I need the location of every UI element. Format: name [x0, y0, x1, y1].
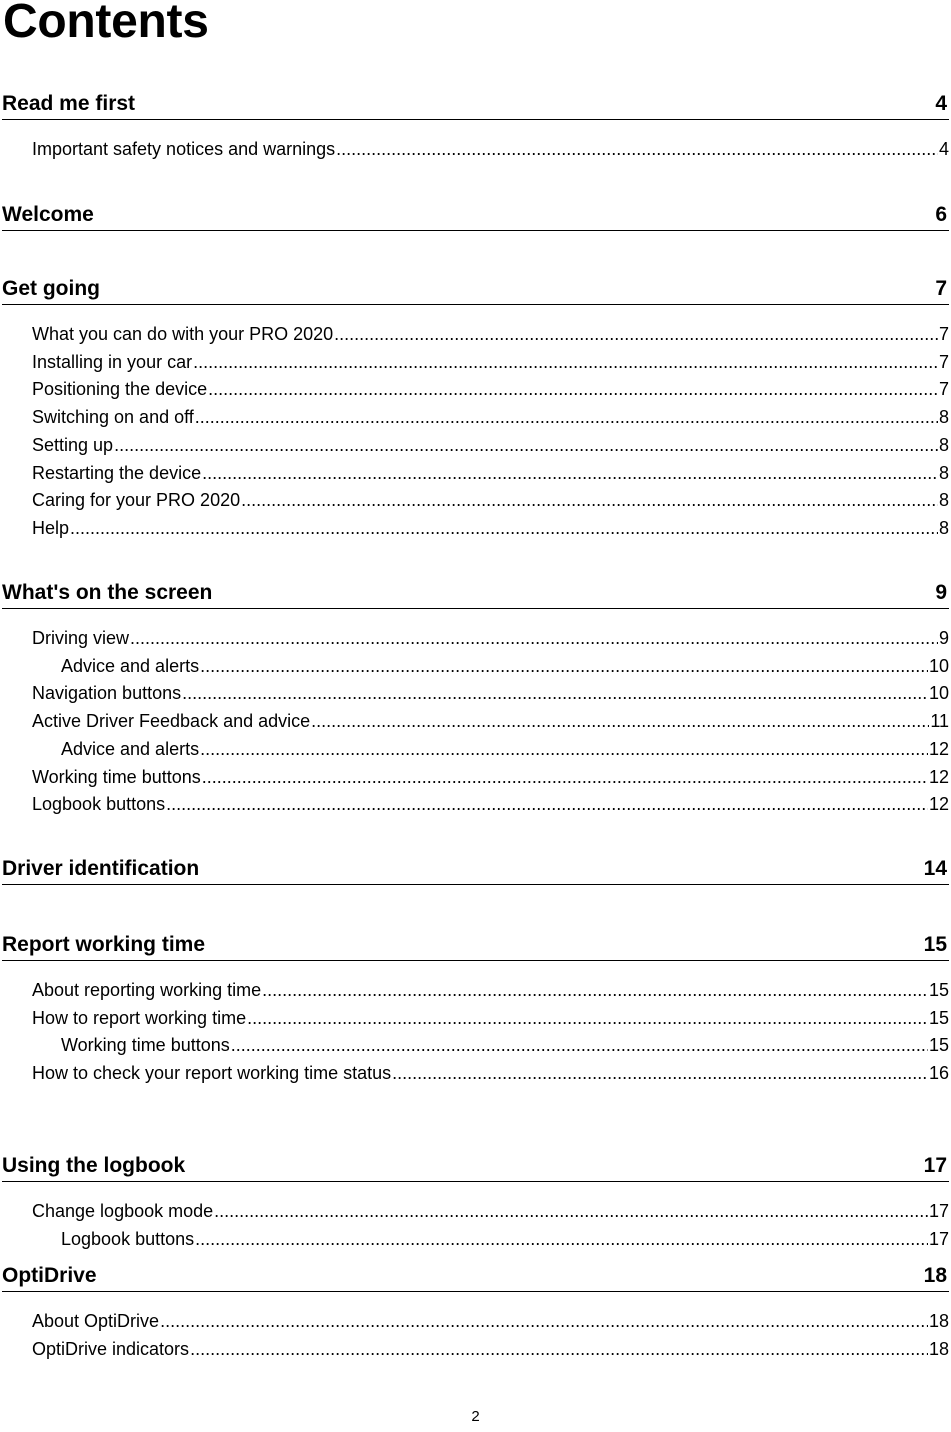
toc-entry-page-number: 8 [938, 407, 949, 428]
toc-entry-label: Setting up [32, 434, 114, 455]
section-heading[interactable] [2, 1152, 949, 1182]
section-heading[interactable] [2, 1262, 949, 1292]
toc-entry[interactable] [32, 433, 949, 457]
section-title: Get going [2, 276, 100, 300]
dot-leader [195, 405, 938, 429]
toc-entry-label: Help [32, 517, 70, 538]
toc-entry[interactable] [32, 792, 949, 816]
toc-entry[interactable] [61, 737, 949, 761]
toc-entry[interactable] [32, 461, 949, 485]
toc-entry-label: About OptiDrive [32, 1311, 160, 1331]
toc-entry-page-number: 7 [938, 379, 949, 400]
section-page-number: 18 [923, 1263, 947, 1287]
section-title: OptiDrive [2, 1263, 97, 1287]
toc-entry-label: OptiDrive indicators [32, 1338, 190, 1359]
dot-leader [231, 1033, 928, 1057]
section-heading[interactable] [2, 275, 949, 305]
toc-entry-label: How to check your report working time status [32, 1063, 392, 1084]
toc-entry[interactable] [61, 1227, 949, 1251]
dot-leader [392, 1061, 928, 1085]
section-page-number: 4 [935, 91, 947, 115]
toc-entry-label: Positioning the device [32, 379, 208, 400]
section-page-number: 14 [923, 856, 947, 880]
dot-leader [214, 1199, 928, 1223]
dot-leader [202, 461, 938, 485]
dot-leader [208, 377, 938, 401]
section-title: Read me first [2, 91, 136, 115]
toc-entry-label: Advice and alerts [61, 655, 200, 676]
toc-entry[interactable] [32, 765, 949, 789]
toc-entry-label: Advice and alerts [61, 738, 200, 759]
toc-entry-page-number: 8 [938, 517, 949, 538]
toc-entry-label: Important safety notices and warnings [32, 139, 336, 159]
toc-entry[interactable] [32, 516, 949, 540]
toc-entry-page-number: 7 [938, 351, 949, 372]
section-heading[interactable] [2, 90, 949, 120]
toc-entry[interactable] [32, 137, 949, 161]
dot-leader [247, 1006, 928, 1030]
section-heading[interactable] [2, 855, 949, 885]
dot-leader [114, 433, 938, 457]
toc-entry-page-number: 15 [928, 1035, 949, 1056]
dot-leader [202, 765, 928, 789]
toc-entry[interactable] [32, 681, 949, 705]
dot-leader [200, 737, 928, 761]
toc-entry[interactable] [32, 1061, 949, 1085]
toc-entry[interactable] [32, 405, 949, 429]
toc-entry[interactable] [32, 709, 949, 733]
toc-entry-label: Change logbook mode [32, 1201, 214, 1221]
toc-entry-label: Driving view [32, 628, 130, 648]
dot-leader [182, 681, 928, 705]
section-page-number: 7 [935, 276, 947, 300]
toc-entry-page-number: 7 [938, 324, 949, 344]
toc-entry[interactable] [32, 377, 949, 401]
toc-entry-label: About reporting working time [32, 980, 262, 1000]
toc-entry-page-number: 4 [938, 139, 949, 159]
dot-leader [193, 350, 938, 374]
section-page-number: 9 [935, 580, 947, 604]
dot-leader [166, 792, 928, 816]
toc-entry-label: Working time buttons [61, 1035, 230, 1056]
dot-leader [336, 137, 938, 161]
toc-entry-page-number: 8 [938, 434, 949, 455]
dot-leader [311, 709, 929, 733]
toc-entry-label: Navigation buttons [32, 683, 182, 704]
toc-entry[interactable] [32, 626, 949, 650]
toc-entry[interactable] [32, 1337, 949, 1361]
toc-entry[interactable] [32, 1006, 949, 1030]
toc-entry-page-number: 16 [928, 1063, 949, 1084]
toc-entry-page-number: 15 [928, 980, 949, 1000]
section-title: Using the logbook [2, 1153, 186, 1177]
dot-leader [200, 654, 928, 678]
toc-entry-page-number: 18 [928, 1338, 949, 1359]
dot-leader [190, 1337, 928, 1361]
section-title: Driver identification [2, 856, 200, 880]
section-title: What's on the screen [2, 580, 213, 604]
dot-leader [70, 516, 938, 540]
toc-entry-page-number: 8 [938, 490, 949, 511]
toc-entry-page-number: 15 [928, 1007, 949, 1028]
toc-entry-label: Restarting the device [32, 462, 202, 483]
toc-entry[interactable] [32, 488, 949, 512]
toc-entry-label: What you can do with your PRO 2020 [32, 324, 334, 344]
toc-entry-page-number: 17 [928, 1228, 949, 1249]
dot-leader [130, 626, 938, 650]
toc-entry-label: Working time buttons [32, 766, 201, 787]
section-heading[interactable] [2, 579, 949, 609]
toc-entry-page-number: 9 [938, 628, 949, 648]
section-title: Welcome [2, 202, 94, 226]
toc-entry-page-number: 11 [930, 711, 949, 732]
page-title: Contents [3, 0, 209, 48]
dot-leader [195, 1227, 928, 1251]
dot-leader [334, 322, 938, 346]
toc-entry-label: Logbook buttons [32, 794, 166, 815]
dot-leader [241, 488, 938, 512]
toc-entry-label: How to report working time [32, 1007, 247, 1028]
toc-entry-page-number: 12 [928, 766, 949, 787]
toc-entry-label: Switching on and off [32, 407, 194, 428]
toc-entry[interactable] [32, 322, 949, 346]
toc-entry[interactable] [32, 1309, 949, 1333]
toc-entry-page-number: 10 [928, 683, 949, 704]
toc-entry-page-number: 18 [928, 1311, 949, 1331]
toc-entry-page-number: 12 [928, 794, 949, 815]
section-heading[interactable] [2, 931, 949, 961]
section-title: Report working time [2, 932, 206, 956]
toc-entry[interactable] [32, 350, 949, 374]
section-page-number: 17 [923, 1153, 947, 1177]
toc-entry-label: Installing in your car [32, 351, 193, 372]
section-heading[interactable] [2, 201, 949, 231]
toc-entry[interactable] [61, 654, 949, 678]
toc-entry-page-number: 8 [938, 462, 949, 483]
section-page-number: 15 [923, 932, 947, 956]
toc-entry-page-number: 12 [928, 738, 949, 759]
toc-entry-label: Logbook buttons [61, 1228, 195, 1249]
toc-entry[interactable] [32, 978, 949, 1002]
toc-entry-label: Caring for your PRO 2020 [32, 490, 241, 511]
toc-entry-label: Active Driver Feedback and advice [32, 711, 311, 732]
dot-leader [160, 1309, 928, 1333]
toc-entry[interactable] [32, 1199, 949, 1223]
toc-entry-page-number: 17 [928, 1201, 949, 1221]
toc-entry[interactable] [61, 1033, 949, 1057]
section-page-number: 6 [935, 202, 947, 226]
toc-entry-page-number: 10 [928, 655, 949, 676]
dot-leader [262, 978, 928, 1002]
page-number: 2 [471, 1408, 480, 1425]
